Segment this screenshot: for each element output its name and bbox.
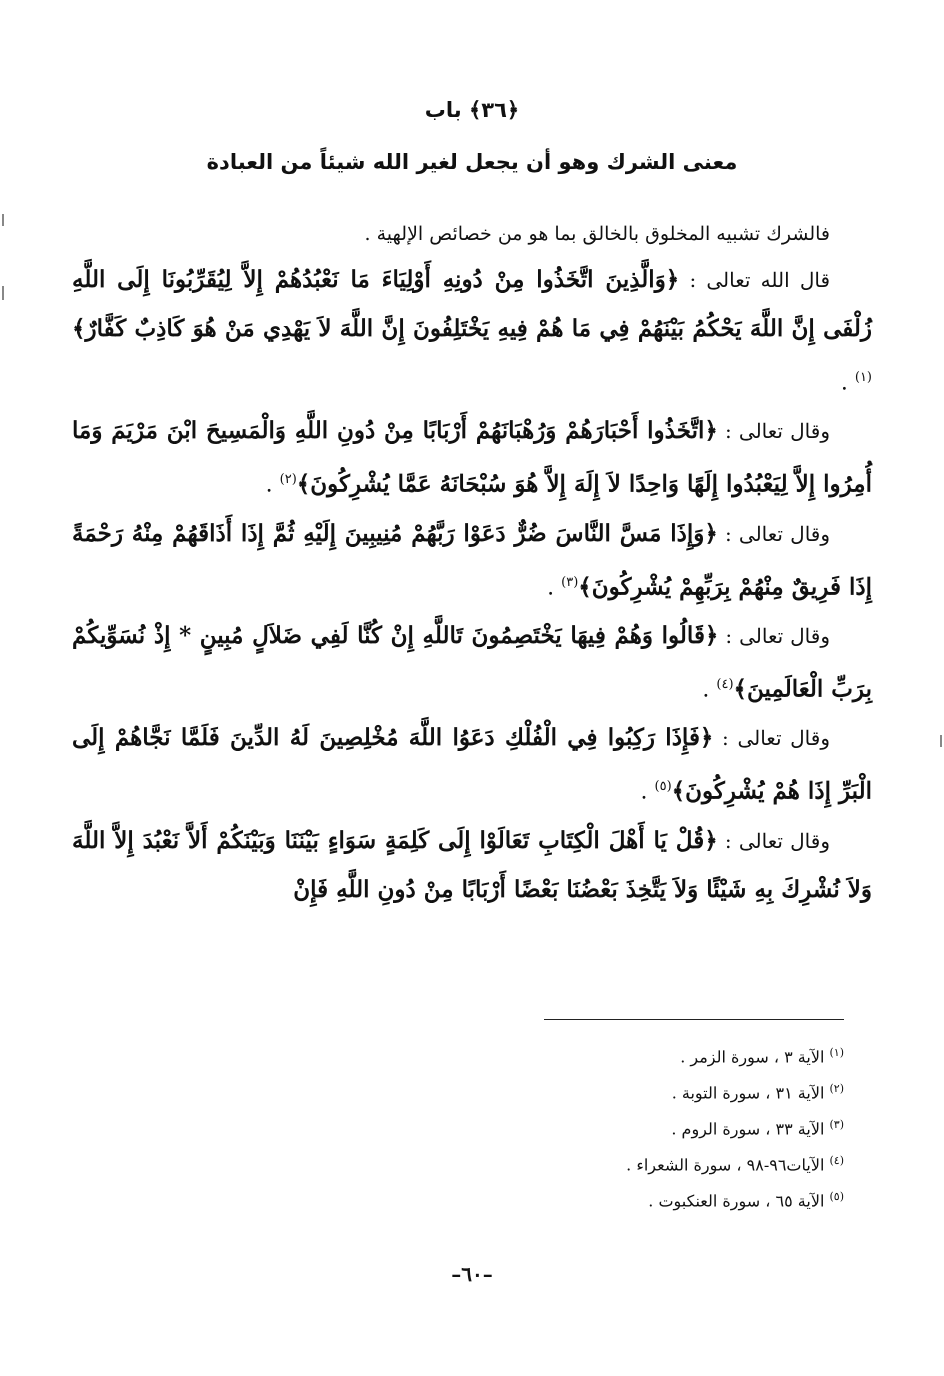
footnote-number: (٢) — [829, 1082, 844, 1095]
paragraph-tail: . — [640, 779, 655, 805]
paragraph-verse-1 — [72, 256, 872, 407]
footnote-ref: (٥) — [654, 779, 672, 795]
paragraph-lead: وقال تعالى : — [713, 726, 830, 751]
quran-verse: ﴿فَإِذَا رَكِبُوا فِي الْفُلْكِ دَعَوُا اللَّهَ مُخْلِصِينَ لَهُ الدِّينَ فَلَمَّا نَجَّاهُمْ إِلَى الْبَرِّ إِذَا هُمْ يُشْرِكُونَ﴾ — [72, 724, 872, 805]
footnote-number: (١) — [829, 1046, 844, 1059]
paragraph-lead: وقال تعالى : — [717, 521, 831, 546]
footnote-number: (٤) — [829, 1154, 844, 1167]
paragraph-verse-6 — [72, 817, 872, 915]
footnote-text: الآية ٣٣ ، سورة الروم . — [671, 1119, 825, 1139]
footnote-divider — [544, 1019, 844, 1020]
quran-verse: ﴿قُلْ يَا أَهْلَ الْكِتَابِ تَعَالَوْا إِلَى كَلِمَةٍ سَوَاءٍ بَيْنَنَا وَبَيْنَكُمْ أَلاَّ نَعْبُدَ إِلاَّ اللَّهَ وَلاَ نُشْرِكَ بِهِ شَيْئًا وَلاَ يَتَّخِذَ بَعْضُنَا بَعْضًا أَرْبَابًا مِنْ دُونِ اللَّهِ فَإِنْ — [72, 826, 872, 903]
footnote-ref: (١) — [854, 370, 872, 385]
quran-verse: ﴿وَالَّذِينَ اتَّخَذُوا مِنْ دُونِهِ أَوْلِيَاءَ مَا نَعْبُدُهُمْ إِلاَّ لِيُقَرِّبُونَا إِلَى اللَّهِ زُلْفَى إِنَّ اللَّهَ يَحْكُمُ بَيْنَهُمْ فِي مَا هُمْ فِيهِ يَخْتَلِفُونَ إِنَّ اللَّهَ لاَ يَهْدِي مَنْ هُوَ كَاذِبٌ كَفَّارٌ﴾ — [72, 266, 872, 342]
paragraph-verse-3 — [72, 510, 872, 612]
footnote — [380, 1107, 844, 1143]
footnote-ref: (٢) — [279, 472, 297, 488]
paragraph-text: فالشرك تشبيه المخلوق بالخالق بما هو من خصائص الإلهية . — [364, 223, 830, 245]
quran-verse: ﴿وَإِذَا مَسَّ النَّاسَ ضُرٌّ دَعَوْا رَبَّهُمْ مُنِيبِينَ إِلَيْهِ ثُمَّ إِذَا أَذَاقَهُمْ مِنْهُ رَحْمَةً إِذَا فَرِيقٌ مِنْهُمْ بِرَبِّهِمْ يُشْرِكُونَ﴾ — [72, 519, 872, 600]
body-text — [72, 212, 872, 915]
footnote-text: الآيات٩٦-٩٨ ، سورة الشعراء . — [626, 1155, 825, 1175]
footnote — [380, 1035, 844, 1071]
chapter-label: ﴿٣٦﴾ باب — [424, 98, 520, 122]
paragraph-lead: وقال تعالى : — [718, 623, 830, 648]
paragraph-lead: قال الله تعالى : — [679, 268, 830, 292]
footnotes — [380, 1035, 844, 1215]
footnote-text: الآية ٣ ، سورة الزمر . — [680, 1047, 825, 1067]
paragraph-tail: . — [265, 472, 280, 498]
scan-edge-mark — [2, 286, 4, 300]
footnote — [380, 1071, 844, 1107]
footnote-ref: (٤) — [716, 676, 734, 692]
footnote-text: الآية ٣١ ، سورة التوبة . — [671, 1083, 825, 1103]
footnote-number: (٣) — [829, 1118, 844, 1131]
footnote-ref: (٣) — [561, 574, 579, 590]
paragraph-verse-2 — [72, 407, 872, 509]
scan-edge-mark — [2, 214, 4, 226]
footnote-number: (٥) — [829, 1190, 844, 1203]
quran-verse: ﴿قَالُوا وَهُمْ فِيهَا يَخْتَصِمُونَ تَاللَّهِ إِنْ كُنَّا لَفِي ضَلاَلٍ مُبِينٍ * إِذْ نُسَوِّيكُمْ بِرَبِّ الْعَالَمِينَ﴾ — [72, 621, 872, 703]
footnote — [380, 1143, 844, 1179]
paragraph-tail: . — [840, 370, 855, 396]
chapter-title: معنى الشرك وهو أن يجعل لغير الله شيئاً من العبادة — [206, 150, 738, 174]
paragraph-verse-5 — [72, 714, 872, 816]
paragraph-lead: وقال تعالى : — [717, 828, 830, 853]
page-number: –٦٠– — [451, 1262, 493, 1286]
paragraph-intro — [72, 212, 872, 256]
quran-verse: ﴿اتَّخَذُوا أَحْبَارَهُمْ وَرُهْبَانَهُمْ أَرْبَابًا مِنْ دُونِ اللَّهِ وَالْمَسِيحَ ابْنَ مَرْيَمَ وَمَا أُمِرُوا إِلاَّ لِيَعْبُدُوا إِلَهًا وَاحِدًا لاَ إِلَهَ إِلاَّ هُوَ سُبْحَانَهُ عَمَّا يُشْرِكُونَ﴾ — [72, 417, 872, 498]
paragraph-tail: . — [547, 574, 562, 600]
scan-edge-mark — [940, 735, 942, 747]
footnote — [380, 1179, 844, 1215]
paragraph-tail: . — [702, 677, 717, 703]
footnote-text: الآية ٦٥ ، سورة العنكبوت . — [648, 1191, 825, 1211]
paragraph-verse-4 — [72, 612, 872, 714]
paragraph-lead: وقال تعالى : — [717, 419, 830, 444]
